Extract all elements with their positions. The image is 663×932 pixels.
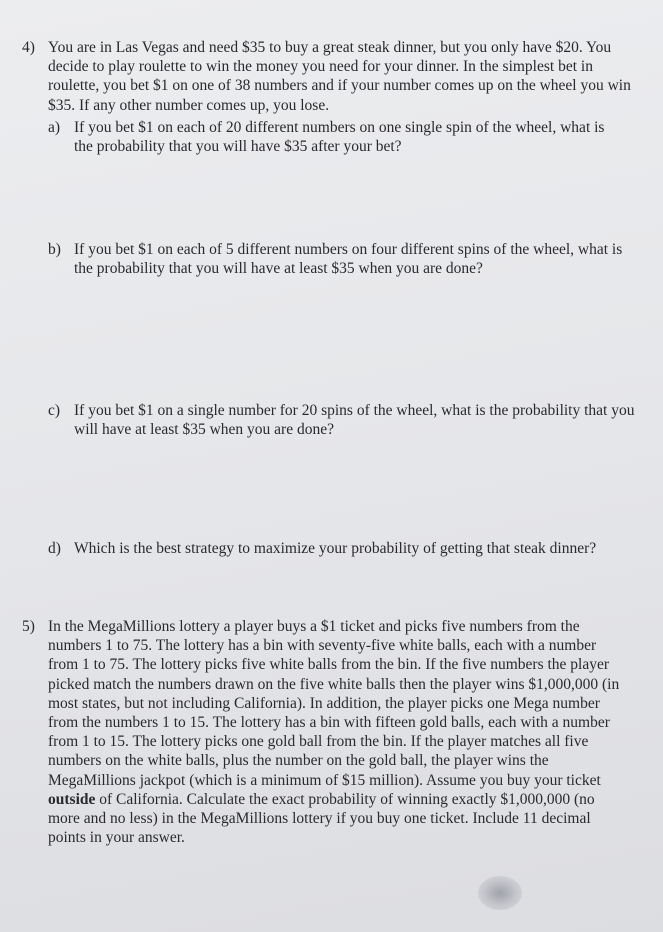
question-4b-text: If you bet $1 on each of 5 different numbers on four different spins of the wheel, what is the probability that you will have at least $35 when you are done? (74, 241, 623, 278)
question-4-text: You are in Las Vegas and need $35 to buy a great steak dinner, but you only have $20. You decide to play roulette to win the money you need for your dinner. In the simplest bet in roulette, you bet $1 on one of 38 numbers and if your number comes up on the wheel you win $35. If any other number comes up, you lose. (48, 39, 631, 114)
question-4 (22, 38, 634, 115)
question-4d (48, 539, 603, 558)
question-5-bold-word: outside (48, 790, 96, 808)
question-4d-label: d) (48, 540, 61, 557)
question-4c-text: If you bet $1 on a single number for 20 spins of the wheel, what is the probability that you will have at least $35 when you are done? (74, 402, 635, 439)
question-4a (48, 118, 626, 156)
question-4c (48, 401, 638, 439)
thumb-smudge (478, 876, 522, 910)
question-4-number: 4) (22, 39, 35, 56)
question-4a-label: a) (48, 119, 61, 136)
question-4c-label: c) (48, 402, 61, 419)
question-5-text (48, 617, 628, 847)
question-5-text-part1: In the MegaMillions lottery a player buys a $1 ticket and picks five numbers from the numbers 1 to 75. The lottery has a bin with seventy-five white balls, each with a number from 1 to 75. The lottery picks five white balls from the bin. If the five numbers the player picked match the numbers drawn on the five white balls then the player wins $1,000,000 (in most states, but not including California). In addition, the player picks one Mega number from the numbers 1 to 15. The lottery has a bin with fifteen gold balls, each with a number from 1 to 15. The lottery picks one gold ball from the bin. If the player matches all five numbers on the white balls, plus the number on the gold ball, the player wins the MegaMillions jackpot (which is a minimum of $15 million). Assume you buy your ticket (48, 618, 620, 789)
question-5 (22, 617, 628, 847)
question-4d-text: Which is the best strategy to maximize your probability of getting that steak dinner? (74, 540, 597, 557)
question-4b-label: b) (48, 241, 61, 258)
question-4a-text: If you bet $1 on each of 20 different numbers on one single spin of the wheel, what is the probability that you will have $35 after your bet? (74, 119, 605, 156)
question-5-number: 5) (22, 618, 35, 635)
question-5-text-part2: of California. Calculate the exact probability of winning exactly $1,000,000 (no more and no less) in the MegaMillions lottery if you buy one ticket. Include 11 decimal points in your answer. (48, 790, 595, 847)
question-4b (48, 240, 638, 278)
